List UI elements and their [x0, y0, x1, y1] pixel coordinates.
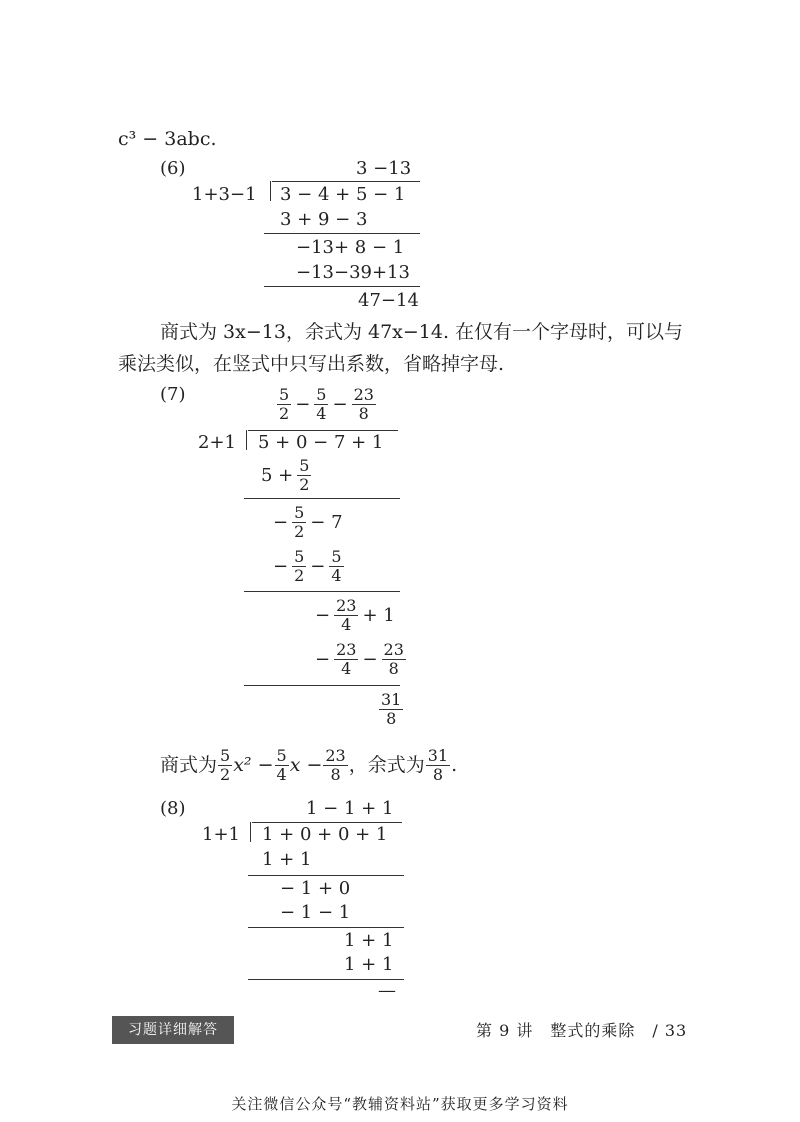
p6-rule2 — [264, 286, 420, 287]
p8-rule1 — [248, 875, 404, 876]
p6-rule1 — [264, 233, 420, 234]
p8-step2: − 1 − 1 — [280, 902, 351, 923]
p7-quotient: $\frac{5}{2}$ − $\frac{5}{4}$ − $\frac{23}{8}$ — [279, 384, 374, 423]
p8-dividend: 1 + 0 + 0 + 1 — [262, 824, 388, 845]
p7-rule2 — [244, 591, 400, 592]
p8-rule2 — [248, 927, 404, 928]
p8-rem1: − 1 + 0 — [280, 878, 351, 899]
para1-line1: 商式为 3x−13，余式为 47x−14. 在仅有一个字母时，可以与 — [160, 321, 684, 343]
p8-divisor: 1+1 — [202, 824, 240, 845]
p8-remainder: — — [378, 980, 396, 1001]
p6-division-bracket — [270, 181, 271, 201]
p7-rem1: − $\frac{5}{2}$ − 7 — [273, 502, 343, 541]
section-badge: 习题详细解答 — [112, 1016, 234, 1044]
p7-rem2: − $\frac{23}{4}$ + 1 — [315, 595, 395, 634]
para2: 商式为 $\frac{5}{2}$ x² − $\frac{5}{4}$ x − $\frac{23}{8}$ ，余式为 $\frac{31}{8}$ . — [160, 745, 458, 784]
p7-division-bracket — [246, 430, 247, 450]
problem-6-label: (6) — [160, 158, 186, 179]
intro-line: c³ − 3abc. — [118, 128, 217, 150]
p6-remainder: 47−14 — [358, 290, 419, 311]
chapter-page-number: 第 9 讲 整式的乘除 / 33 — [476, 1021, 688, 1040]
p7-divisor: 2+1 — [198, 432, 236, 453]
problem-7-label: (7) — [160, 384, 186, 405]
footer-note: 关注微信公众号“教辅资料站”获取更多学习资料 — [231, 1095, 569, 1113]
p8-division-bracket — [250, 822, 251, 842]
p7-rule3 — [244, 685, 400, 686]
p7-remainder: $\frac{31}{8}$ — [381, 689, 402, 728]
p8-step3: 1 + 1 — [344, 954, 394, 975]
p7-rule1 — [244, 498, 400, 499]
p6-rem1: −13+ 8 − 1 — [296, 237, 405, 258]
p7-step3: − $\frac{23}{4}$ − $\frac{23}{8}$ — [315, 639, 404, 678]
p6-dividend: 3 − 4 + 5 − 1 — [280, 184, 406, 205]
p7-step2: − $\frac{5}{2}$ − $\frac{5}{4}$ — [273, 546, 342, 585]
p8-quotient: 1 − 1 + 1 — [306, 798, 394, 819]
p7-division-bar — [248, 430, 398, 431]
p6-step1: 3 + 9 − 3 — [280, 209, 368, 230]
p8-step1: 1 + 1 — [262, 849, 312, 870]
para1-line2: 乘法类似，在竖式中只写出系数，省略掉字母. — [118, 353, 505, 375]
p6-step2: −13−39+13 — [296, 262, 410, 283]
p6-division-bar — [272, 181, 420, 182]
p6-divisor: 1+3−1 — [192, 184, 257, 205]
p8-rem2: 1 + 1 — [344, 930, 394, 951]
problem-8-label: (8) — [160, 798, 186, 819]
p8-division-bar — [252, 822, 402, 823]
p7-dividend: 5 + 0 − 7 + 1 — [258, 432, 384, 453]
p6-quotient: 3 −13 — [356, 158, 412, 179]
p7-step1: 5 + $\frac{5}{2}$ — [261, 455, 310, 494]
